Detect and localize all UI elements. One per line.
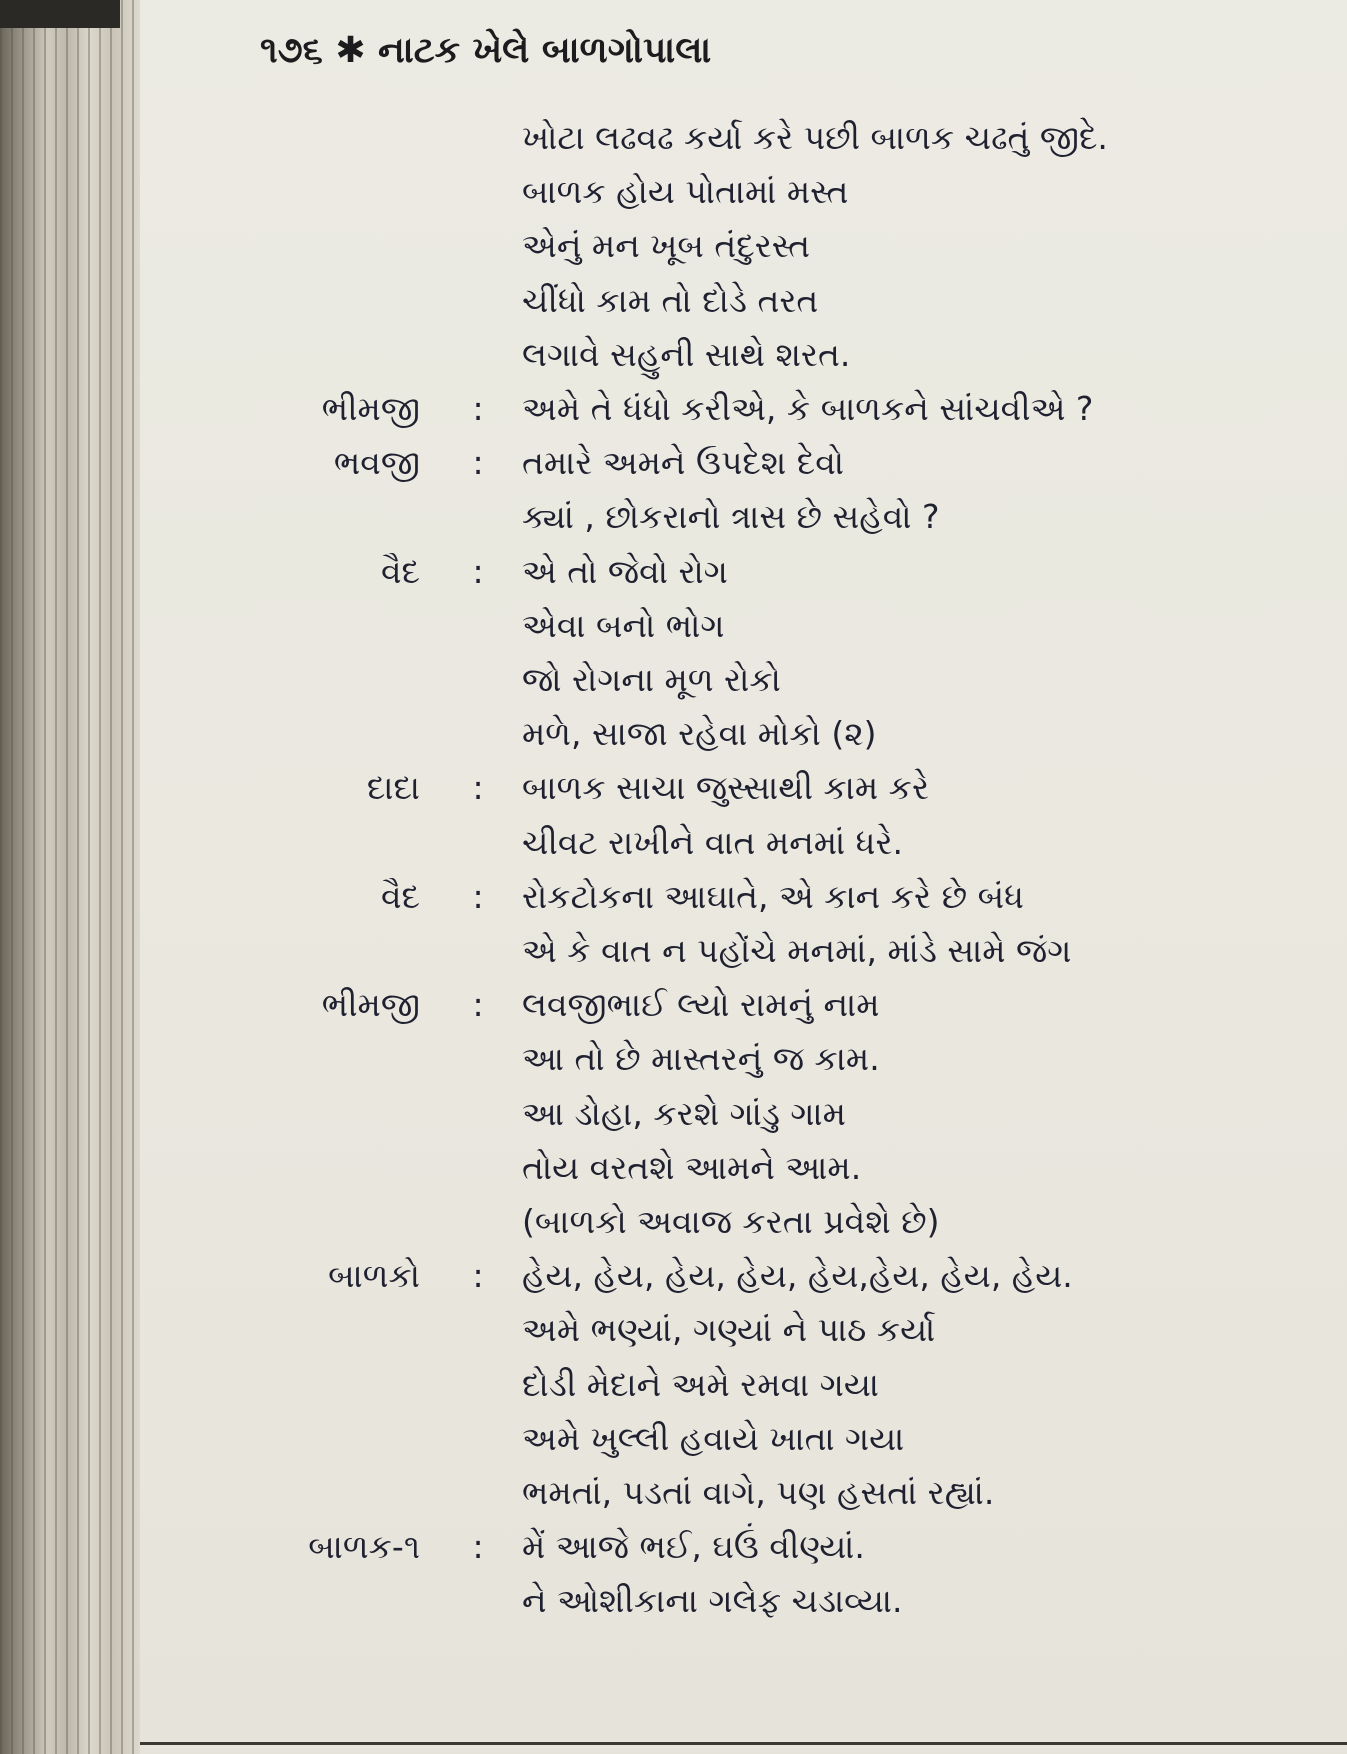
speaker-colon: : [472,1527,484,1566]
page-header: ૧૭૬ ✱ નાટક ખેલે બાળગોપાલા [260,30,712,71]
dialogue-text: મળે, સાજા રહેવા મોકો (૨) [522,714,877,753]
dialogue-text: ચીંધો કામ તો દોડે તરત [522,281,819,320]
dialogue-text: અમે તે ધંધો કરીએ, કે બાળકને સાંચવીએ ? [522,389,1094,428]
dialogue-text: તમારે અમને ઉપદેશ દેવો [522,443,845,482]
dialogue-text: આ તો છે માસ્તરનું જ કામ. [522,1039,880,1078]
page-edges [0,0,150,1754]
dialogue-text: બાળક હોય પોતામાં મસ્ત [522,172,849,211]
speaker-name: વૈદ [380,552,420,591]
speaker-name: ભવજી [333,443,420,482]
page-bottom-edge [140,1742,1347,1745]
dialogue-text: રોકટોકના આઘાતે, એ કાન કરે છે બંધ [522,877,1024,916]
speaker-name: દાદા [366,768,420,807]
dialogue-text: બાળક સાચા જુસ્સાથી કામ કરે [522,768,930,807]
speaker-colon: : [472,985,484,1024]
dialogue-text: ચીવટ રાખીને વાત મનમાં ધરે. [522,823,903,862]
speaker-name: બાળક-૧ [308,1527,420,1566]
speaker-colon: : [472,552,484,591]
speaker-colon: : [472,768,484,807]
dialogue-text: લગાવે સહુની સાથે શરત. [522,335,851,374]
dialogue-text: તોય વરતશે આમને આમ. [522,1148,862,1187]
speaker-name: બાળકો [328,1256,420,1295]
dialogue-text: એવા બનો ભોગ [522,606,725,645]
speaker-name: ભીમજી [321,985,420,1024]
dialogue-text: આ ડોહા, કરશે ગાંડુ ગામ [522,1094,846,1133]
dialogue-text: એ કે વાત ન પહોંચે મનમાં, માંડે સામે જંગ [522,931,1072,970]
dialogue-text: ભમતાં, પડતાં વાગે, પણ હસતાં રહ્યાં. [522,1473,995,1512]
dialogue-text: અમે ભણ્યાં, ગણ્યાં ને પાઠ કર્યા [522,1310,936,1349]
dialogue-text: અમે ખુલ્લી હવાયે ખાતા ગયા [522,1419,905,1458]
dialogue-text: એ તો જેવો રોગ [522,552,728,591]
speaker-name: ભીમજી [321,389,420,428]
speaker-colon: : [472,1256,484,1295]
dialogue-text: હેય, હેય, હેય, હેય, હેય,હેય, હેય, હેય. [522,1256,1073,1295]
speaker-colon: : [472,443,484,482]
dialogue-text: એનું મન ખૂબ તંદુરસ્ત [522,226,810,265]
dialogue-text: મેં આજે ભઈ, ઘઉં વીણ્યાં. [522,1527,865,1566]
dialogue-text: ક્યાં , છોકરાનો ત્રાસ છે સહેવો ? [522,497,940,536]
dialogue-text: ખોટા લઢવઢ કર્યા કરે પછી બાળક ચઢતું જીદે. [522,118,1108,157]
dialogue-text: લવજીભાઈ લ્યો રામનું નામ [522,985,880,1024]
speaker-name: વૈદ [380,877,420,916]
speaker-colon: : [472,389,484,428]
dialogue-text: જો રોગના મૂળ રોકો [522,660,781,699]
dialogue-text: (બાળકો અવાજ કરતા પ્રવેશે છે) [522,1202,940,1241]
speaker-colon: : [472,877,484,916]
background-corner [0,0,120,28]
dialogue-text: ને ઓશીકાના ગલેફ ચડાવ્યા. [522,1581,903,1620]
dialogue-text: દોડી મેદાને અમે રમવા ગયા [522,1365,879,1404]
